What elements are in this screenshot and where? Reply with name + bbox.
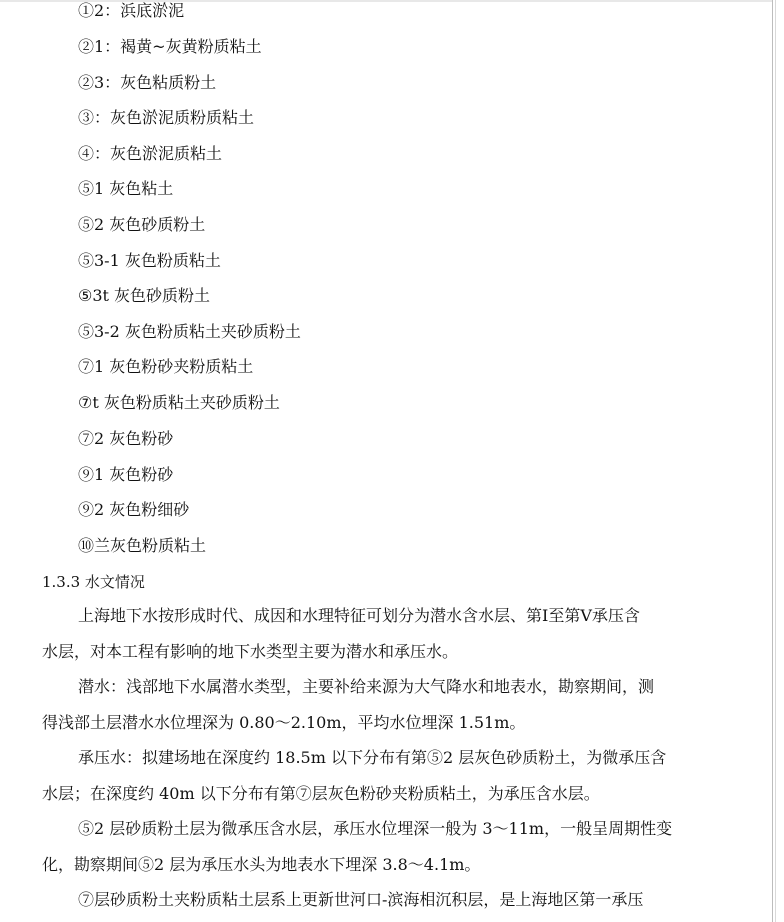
page-edge-rule xyxy=(775,0,776,922)
paragraph-line: 潜水：浅部地下水属潜水类型，主要补给来源为大气降水和地表水，勘察期间，测 xyxy=(78,677,655,696)
soil-layer-item: ⑤1 灰色粘土 xyxy=(78,179,174,198)
soil-layer-item: ⑨2 灰色粉细砂 xyxy=(78,500,190,519)
soil-layer-item: ⑤3-2 灰色粉质粘土夹砂质粉土 xyxy=(78,322,301,341)
paragraph-line: 上海地下水按形成时代、成因和水理特征可划分为潜水含水层、第Ⅰ至第Ⅴ承压含 xyxy=(78,606,640,625)
paragraph-phreatic-water xyxy=(42,669,742,741)
section-heading: 1.3.3 水文情况 xyxy=(42,573,145,591)
paragraph-confined-water xyxy=(42,740,742,812)
paragraph-line: ⑦层砂质粉土夹粉质粘土层系上更新世河口-滨海相沉积层，是上海地区第一承压 xyxy=(78,890,644,909)
soil-layer-item: ③：灰色淤泥质粉质粘土 xyxy=(78,108,255,127)
paragraph-line: 得浅部土层潜水水位埋深为 0.80～2.10m，平均水位埋深 1.51m。 xyxy=(42,713,526,732)
paragraph-micro-confined-water xyxy=(42,811,742,883)
paragraph-line: 水层，对本工程有影响的地下水类型主要为潜水和承压水。 xyxy=(42,642,459,661)
soil-layer-item: ⑦t 灰色粉质粘土夹砂质粉土 xyxy=(78,393,280,412)
paragraph-first-confined-aquifer xyxy=(42,882,742,918)
paragraph-line: 化，勘察期间⑤2 层为承压水头为地表水下埋深 3.8～4.1m。 xyxy=(42,855,481,874)
soil-layer-item: ⑤3-1 灰色粉质粘土 xyxy=(78,251,221,270)
soil-layer-item: ②3：灰色粘质粉土 xyxy=(78,73,217,92)
soil-layer-item: ⑦2 灰色粉砂 xyxy=(78,429,174,448)
soil-layer-item: ⑤2 灰色砂质粉土 xyxy=(78,215,206,234)
paragraph-line: 水层；在深度约 40m 以下分布有第⑦层灰色粉砂夹粉质粘土，为承压含水层。 xyxy=(42,784,600,803)
soil-layer-item: ②1：褐黄~灰黄粉质粘土 xyxy=(78,37,262,56)
page-edge-rule xyxy=(772,0,773,922)
soil-layer-item: ④：灰色淤泥质粘土 xyxy=(78,144,223,163)
paragraph-line: ⑤2 层砂质粉土层为微承压含水层，承压水位埋深一般为 3～11m，一般呈周期性变 xyxy=(78,819,673,838)
paragraph-aquifer-classification xyxy=(42,598,742,670)
soil-layer-item: ①2：浜底淤泥 xyxy=(78,1,185,20)
soil-layer-item: ⑨1 灰色粉砂 xyxy=(78,465,174,484)
soil-layer-item: ⑩兰灰色粉质粘土 xyxy=(78,536,207,555)
soil-layer-item: ⑤3t 灰色砂质粉土 xyxy=(78,286,211,305)
paragraph-line: 承压水：拟建场地在深度约 18.5m 以下分布有第⑤2 层灰色砂质粉土，为微承压含 xyxy=(78,748,667,767)
soil-layer-item: ⑦1 灰色粉砂夹粉质粘土 xyxy=(78,357,254,376)
